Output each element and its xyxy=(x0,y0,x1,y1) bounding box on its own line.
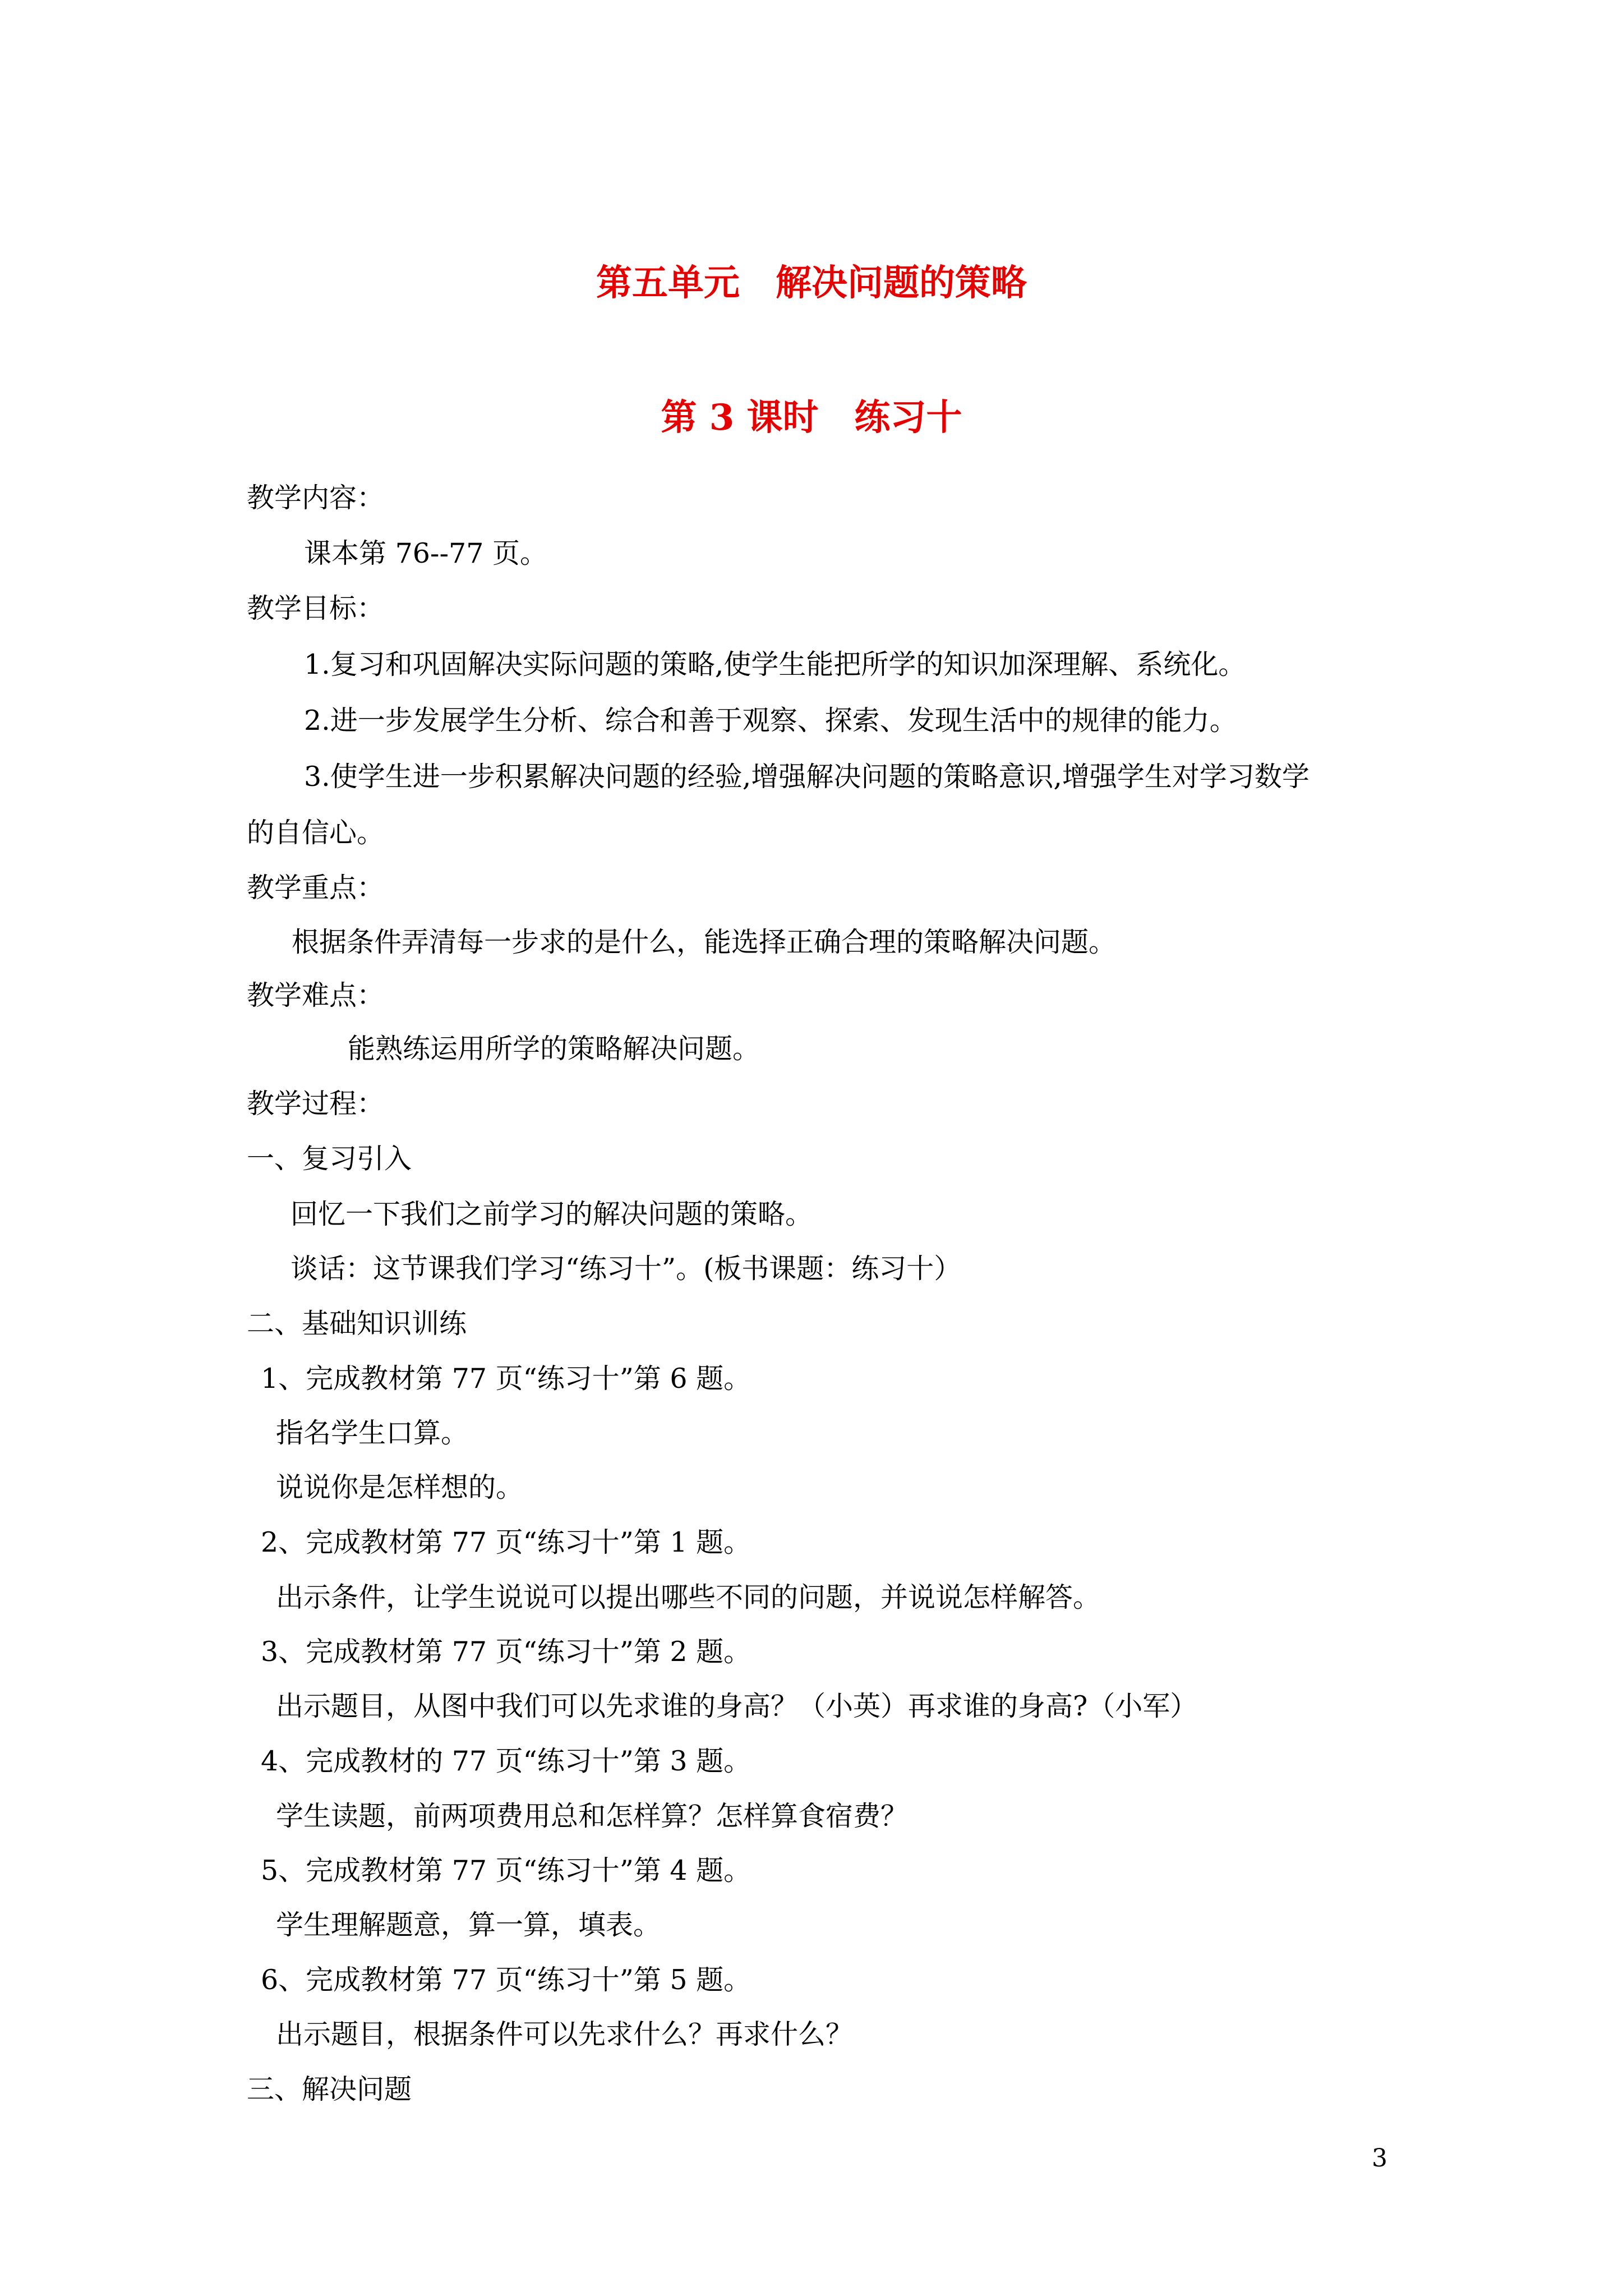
task-3-note: 出示题目，从图中我们可以先求谁的身高？（小英）再求谁的身高?（小军） xyxy=(276,1690,1198,1722)
task-3: 3、完成教材第 77 页“练习十”第 2 题。 xyxy=(261,1636,751,1668)
section-2-heading: 二、基础知识训练 xyxy=(247,1308,467,1340)
section-1-text-2: 谈话：这节课我们学习“练习十”。(板书课题：练习十） xyxy=(291,1253,962,1285)
objective-3-line-1: 3.使学生进一步积累解决问题的经验,增强解决问题的策略意识,增强学生对学习数学 xyxy=(304,761,1310,793)
task-2: 2、完成教材第 77 页“练习十”第 1 题。 xyxy=(261,1526,751,1558)
objectives-heading: 教学目标： xyxy=(247,592,385,624)
page-number: 3 xyxy=(1372,2144,1387,2173)
objective-1: 1.复习和巩固解决实际问题的策略,使学生能把所学的知识加深理解、系统化。 xyxy=(304,648,1246,680)
task-5-note: 学生理解题意，算一算，填表。 xyxy=(276,1909,661,1941)
lesson-title: 第 3 课时 练习十 xyxy=(661,397,962,439)
task-2-note: 出示条件，让学生说说可以提出哪些不同的问题，并说说怎样解答。 xyxy=(276,1581,1101,1613)
objective-2: 2.进一步发展学生分析、综合和善于观察、探索、发现生活中的规律的能力。 xyxy=(304,705,1237,737)
task-1: 1、完成教材第 77 页“练习十”第 6 题。 xyxy=(261,1363,751,1395)
key-heading: 教学重点： xyxy=(247,872,385,904)
section-1-text-1: 回忆一下我们之前学习的解决问题的策略。 xyxy=(291,1198,813,1230)
task-1-note-1: 指名学生口算。 xyxy=(276,1417,469,1449)
content-heading: 教学内容： xyxy=(247,482,385,514)
key-text: 根据条件弄清每一步求的是什么，能选择正确合理的策略解决问题。 xyxy=(292,926,1117,958)
process-heading: 教学过程： xyxy=(247,1088,385,1120)
objective-3-line-2: 的自信心。 xyxy=(247,817,385,849)
difficulty-heading: 教学难点： xyxy=(247,979,385,1011)
difficulty-text: 能熟练运用所学的策略解决问题。 xyxy=(348,1033,760,1065)
unit-title: 第五单元 解决问题的策略 xyxy=(596,262,1027,304)
section-1-heading: 一、复习引入 xyxy=(247,1143,412,1175)
task-4-note: 学生读题，前两项费用总和怎样算？怎样算食宿费？ xyxy=(276,1800,909,1832)
task-6-note: 出示题目，根据条件可以先求什么？再求什么？ xyxy=(276,2018,854,2050)
task-6: 6、完成教材第 77 页“练习十”第 5 题。 xyxy=(261,1964,751,1996)
task-1-note-2: 说说你是怎样想的。 xyxy=(276,1471,524,1503)
task-5: 5、完成教材第 77 页“练习十”第 4 题。 xyxy=(261,1855,751,1887)
content-text: 课本第 76--77 页。 xyxy=(304,537,547,569)
task-4: 4、完成教材的 77 页“练习十”第 3 题。 xyxy=(261,1745,751,1777)
section-3-heading: 三、解决问题 xyxy=(247,2073,412,2105)
